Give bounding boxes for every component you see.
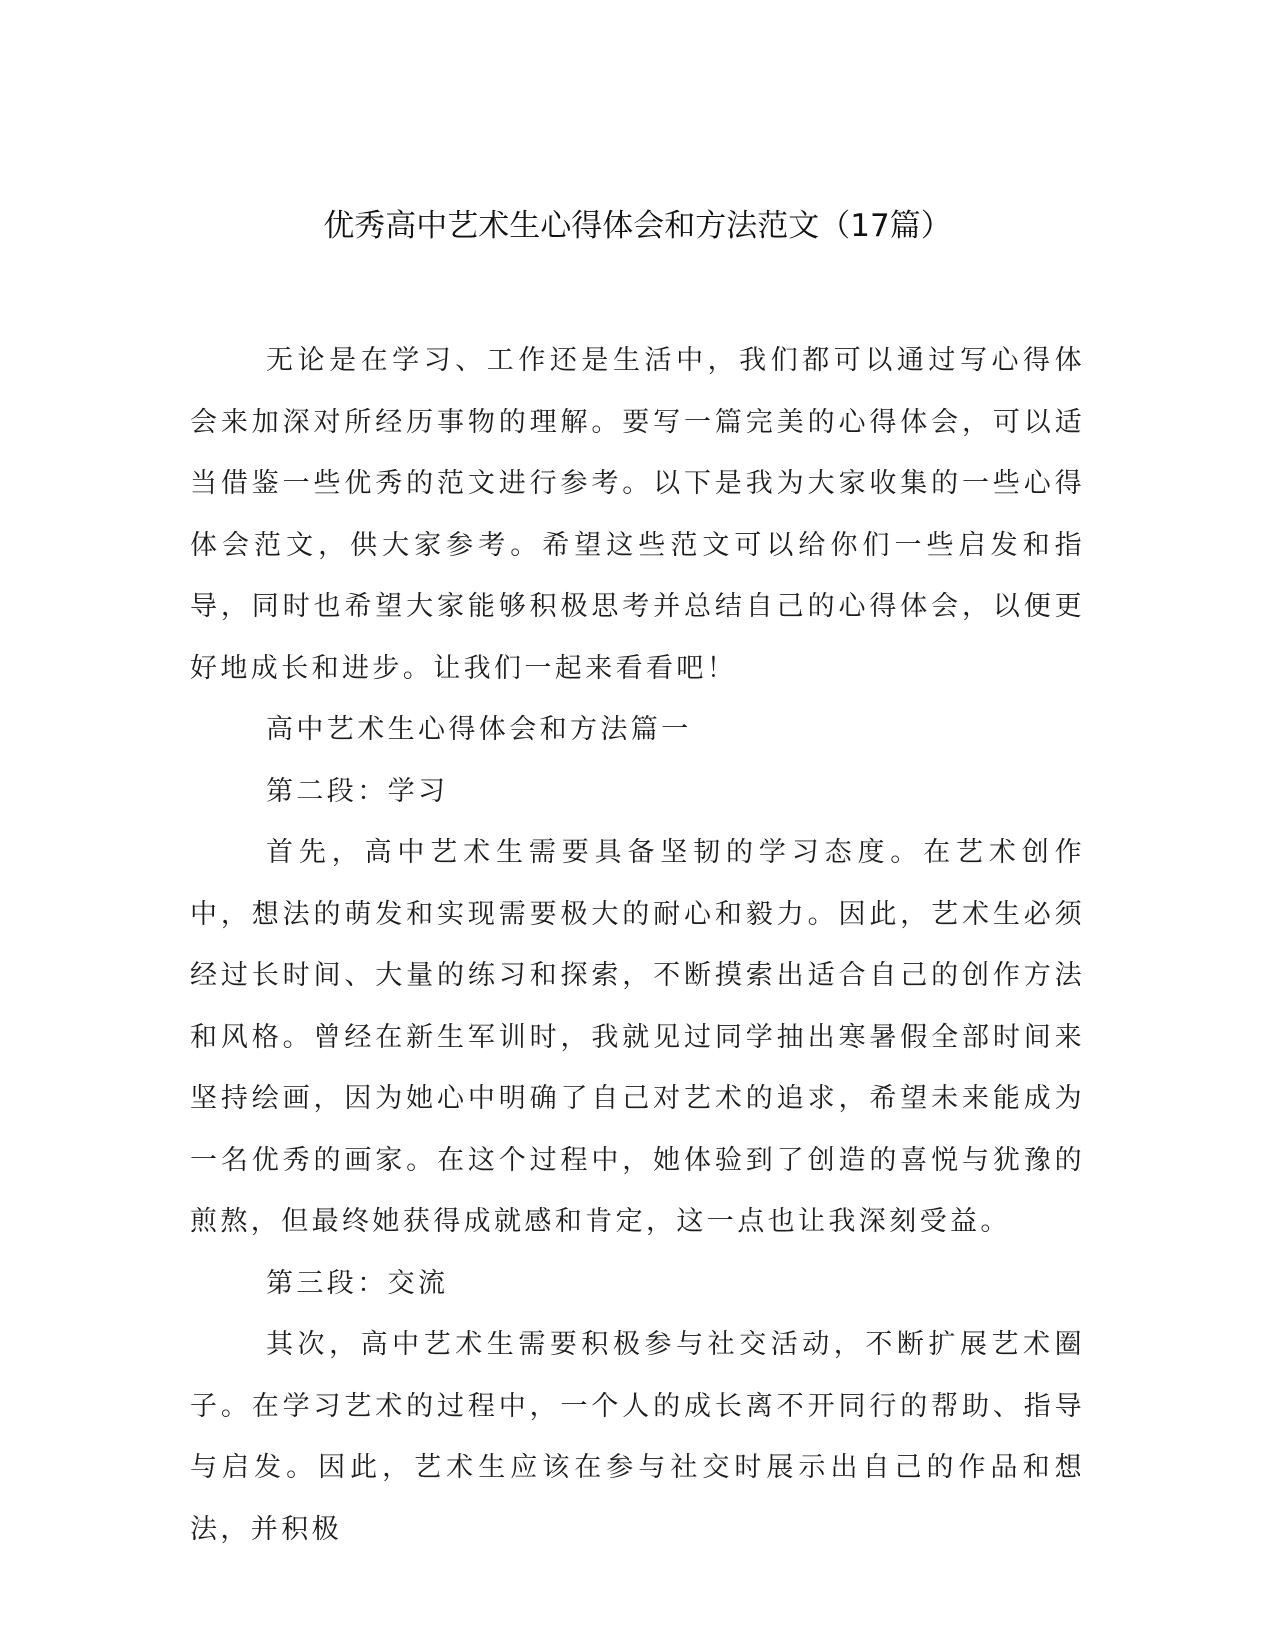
section-title: 高中艺术生心得体会和方法篇一 xyxy=(266,714,692,745)
document-body xyxy=(190,330,1085,1560)
section-heading-learning: 第二段：学习 xyxy=(266,775,449,807)
learning-paragraph: 首先，高中艺术生需要具备坚韧的学习态度。在艺术创作中，想法的萌发和实现需要极大的耐心和毅力。因此，艺术生必须经过长时间、大量的练习和探索，不断摸索出适合自己的创作方法和风格。曾经在新生军训时，我就见过同学抽出寒暑假全部时间来坚持绘画，因为她心中明确了自己对艺术的追求，希望未来能成为一名优秀的画家。在这个过程中，她体验到了创造的喜悦与犹豫的煎熬，但最终她获得成就感和肯定，这一点也让我深刻受益。 xyxy=(190,837,1085,1237)
intro-paragraph: 无论是在学习、工作还是生活中，我们都可以通过写心得体会来加深对所经历事物的理解。要写一篇完美的心得体会，可以适当借鉴一些优秀的范文进行参考。以下是我为大家收集的一些心得体会范文，供大家参考。希望这些范文可以给你们一些启发和指导，同时也希望大家能够积极思考并总结自己的心得体会，以便更好地成长和进步。让我们一起来看看吧！ xyxy=(190,345,1085,684)
document-title: 优秀高中艺术生心得体会和方法范文（17篇） xyxy=(323,208,952,244)
section-heading-communication: 第三段：交流 xyxy=(266,1267,449,1299)
communication-paragraph: 其次，高中艺术生需要积极参与社交活动，不断扩展艺术圈子。在学习艺术的过程中，一个人的成长离不开同行的帮助、指导与启发。因此，艺术生应该在参与社交时展示出自己的作品和想法，并积极 xyxy=(190,1329,1085,1545)
